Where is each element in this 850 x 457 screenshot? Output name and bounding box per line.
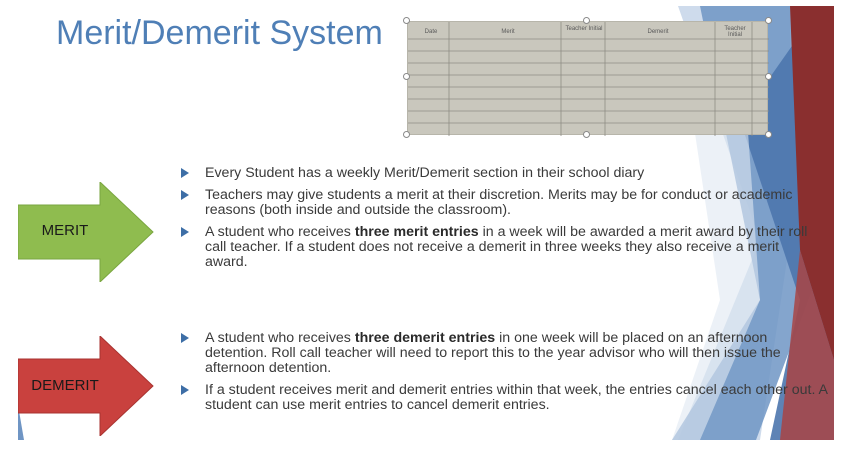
bullet-triangle-icon xyxy=(181,168,189,178)
demerit-bullet-item: If a student receives merit and demerit entries within that week, the entries cancel each other out. A student can use merit entries to cancel demerit entries. xyxy=(180,383,830,413)
bullet-triangle-icon xyxy=(181,333,189,343)
bullet-triangle-icon xyxy=(181,190,189,200)
diary-table-lines xyxy=(408,22,769,136)
table-header-demerit: Demerit xyxy=(647,29,669,35)
demerit-bullet-list xyxy=(180,331,830,420)
slide-title: Merit/Demerit System xyxy=(56,14,383,52)
merit-bullet-item: A student who receives three merit entries in a week will be awarded a merit award by their roll call teacher. If a student does not receive a demerit in three weeks they also receive a merit award. xyxy=(180,225,820,270)
demerit-arrow-label: DEMERIT xyxy=(31,377,99,394)
table-header-merit: Merit xyxy=(501,29,515,35)
resize-handle-bottom-middle[interactable] xyxy=(583,131,590,138)
table-header-date: Date xyxy=(424,29,438,35)
demerit-bullet-item: A student who receives three demerit entries in one week will be placed on an afternoon detention. Roll call teacher will need to report this to the year advisor who will then issue the afternoon detention. xyxy=(180,331,830,376)
diary-table-image[interactable] xyxy=(407,21,768,135)
resize-handle-middle-right[interactable] xyxy=(765,73,772,80)
resize-handle-top-left[interactable] xyxy=(403,17,410,24)
merit-arrow-label: MERIT xyxy=(41,222,89,239)
resize-handle-middle-left[interactable] xyxy=(403,73,410,80)
merit-bullet-list xyxy=(180,166,820,277)
merit-bullet-item: Every Student has a weekly Merit/Demerit section in their school diary xyxy=(180,166,820,181)
resize-handle-bottom-right[interactable] xyxy=(765,131,772,138)
resize-handle-top-middle[interactable] xyxy=(583,17,590,24)
merit-bullet-item: Teachers may give students a merit at their discretion. Merits may be for conduct or academic reasons (both inside and outside the classroom). xyxy=(180,188,820,218)
resize-handle-bottom-left[interactable] xyxy=(403,131,410,138)
table-header-teacher-initial-2: Teacher Initial xyxy=(724,26,746,38)
table-header-teacher-initial-1: Teacher Initial xyxy=(565,26,603,32)
bullet-triangle-icon xyxy=(181,227,189,237)
resize-handle-top-right[interactable] xyxy=(765,17,772,24)
bullet-triangle-icon xyxy=(181,385,189,395)
